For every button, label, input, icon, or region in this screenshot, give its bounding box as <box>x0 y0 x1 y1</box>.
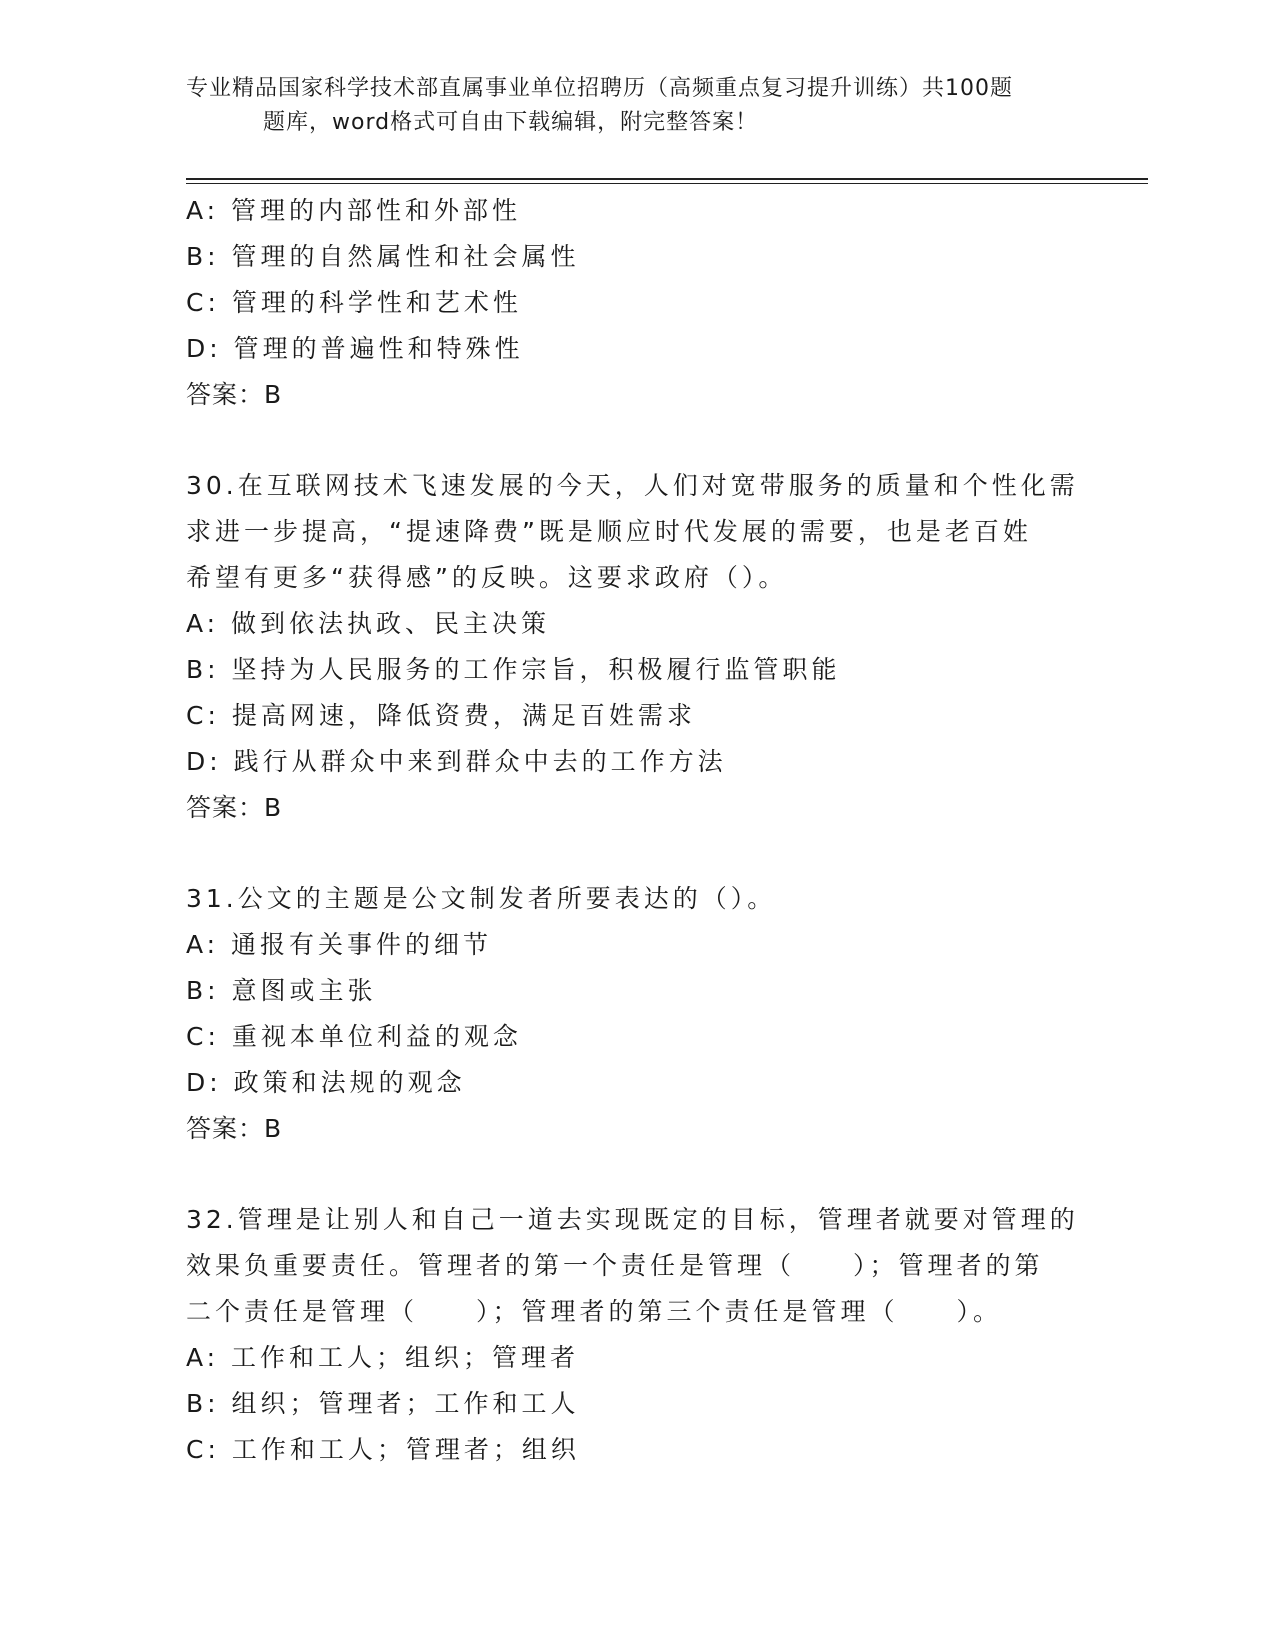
option-b: B: 坚持为人民服务的工作宗旨，积极履行监管职能 <box>186 655 841 684</box>
option-a: A: 通报有关事件的细节 <box>186 930 493 959</box>
header-rule-thick <box>186 178 1148 180</box>
option-d: D: 管理的普遍性和特殊性 <box>186 334 524 363</box>
option-b: B: 管理的自然属性和社会属性 <box>186 242 580 271</box>
answer: 答案：B <box>186 793 283 822</box>
question-text-line: 希望有更多“获得感”的反映。这要求政府（）。 <box>186 563 788 592</box>
option-c: C: 工作和工人；管理者；组织 <box>186 1435 580 1464</box>
question-text-line: 求进一步提高，“提速降费”既是顺应时代发展的需要，也是老百姓 <box>186 517 1032 546</box>
header-line-2: 题库，word格式可自由下载编辑，附完整答案！ <box>263 110 759 135</box>
question-31 <box>186 876 1086 1152</box>
question-text-line: 31.公文的主题是公文制发者所要表达的（）。 <box>186 884 777 913</box>
question-32 <box>186 1197 1086 1473</box>
question-text-line: 二个责任是管理（ ）；管理者的第三个责任是管理（ ）。 <box>186 1297 1003 1326</box>
option-c: C: 重视本单位利益的观念 <box>186 1022 522 1051</box>
option-d: D: 践行从群众中来到群众中去的工作方法 <box>186 747 727 776</box>
option-c: C: 管理的科学性和艺术性 <box>186 288 522 317</box>
document-header <box>186 72 1076 140</box>
answer: 答案：B <box>186 1114 283 1143</box>
option-a: A: 管理的内部性和外部性 <box>186 196 522 225</box>
option-d: D: 政策和法规的观念 <box>186 1068 466 1097</box>
answer: 答案：B <box>186 380 283 409</box>
question-29 <box>186 188 1086 418</box>
question-30 <box>186 463 1086 831</box>
question-text-line: 效果负重要责任。管理者的第一个责任是管理（ ）；管理者的第 <box>186 1251 1044 1280</box>
option-a: A: 做到依法执政、民主决策 <box>186 609 551 638</box>
option-b: B: 意图或主张 <box>186 976 377 1005</box>
question-text-line: 30.在互联网技术飞速发展的今天，人们对宽带服务的质量和个性化需 <box>186 471 1079 500</box>
header-line-1: 专业精品国家科学技术部直属事业单位招聘历（高频重点复习提升训练）共100题 <box>186 76 1013 101</box>
question-text-line: 32.管理是让别人和自己一道去实现既定的目标，管理者就要对管理的 <box>186 1205 1079 1234</box>
option-c: C: 提高网速，降低资费，满足百姓需求 <box>186 701 696 730</box>
option-a: A: 工作和工人；组织；管理者 <box>186 1343 580 1372</box>
option-b: B: 组织；管理者；工作和工人 <box>186 1389 580 1418</box>
question-list <box>186 188 1086 1473</box>
header-rule-thin <box>186 183 1148 184</box>
